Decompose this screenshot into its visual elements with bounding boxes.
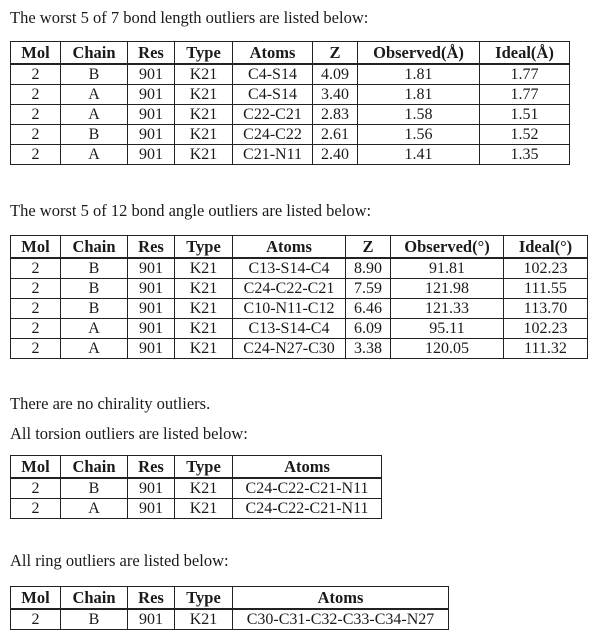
- cell-mol: 2: [11, 478, 61, 499]
- bond-angle-table: [10, 235, 588, 359]
- bond-length-intro: The worst 5 of 7 bond length outliers are listed below:: [10, 8, 369, 27]
- col-type: Type: [175, 42, 233, 65]
- cell-chain: B: [61, 478, 128, 499]
- cell-type: K21: [175, 478, 233, 499]
- col-type: Type: [175, 456, 233, 479]
- cell-atoms: C4-S14: [233, 64, 313, 85]
- table-row: [11, 339, 588, 359]
- cell-atoms: C22-C21: [233, 105, 313, 125]
- ring-intro: All ring outliers are listed below:: [10, 551, 229, 570]
- cell-mol: 2: [11, 609, 61, 630]
- cell-chain: B: [61, 258, 128, 279]
- cell-res: 901: [128, 145, 175, 165]
- col-ideal: Ideal(°): [504, 236, 588, 259]
- cell-ideal: 102.23: [504, 319, 588, 339]
- cell-chain: A: [61, 105, 128, 125]
- table-row: [11, 319, 588, 339]
- cell-res: 901: [128, 478, 175, 499]
- cell-observed: 121.33: [391, 299, 504, 319]
- cell-type: K21: [175, 499, 233, 519]
- cell-chain: A: [61, 85, 128, 105]
- col-res: Res: [128, 236, 175, 259]
- chirality-statement: There are no chirality outliers.: [10, 394, 211, 413]
- cell-type: K21: [175, 258, 233, 279]
- cell-ideal: 1.51: [480, 105, 570, 125]
- col-type: Type: [175, 587, 233, 610]
- cell-chain: B: [61, 279, 128, 299]
- cell-ideal: 1.35: [480, 145, 570, 165]
- cell-atoms: C24-C22-C21-N11: [233, 478, 382, 499]
- cell-type: K21: [175, 85, 233, 105]
- col-atoms: Atoms: [233, 236, 346, 259]
- table-row: [11, 478, 382, 499]
- cell-res: 901: [128, 85, 175, 105]
- col-mol: Mol: [11, 236, 61, 259]
- cell-type: K21: [175, 319, 233, 339]
- cell-observed: 1.41: [358, 145, 480, 165]
- col-z: Z: [346, 236, 391, 259]
- cell-chain: A: [61, 319, 128, 339]
- cell-res: 901: [128, 609, 175, 630]
- table-header-row: [11, 236, 588, 259]
- cell-z: 6.09: [346, 319, 391, 339]
- ring-table: [10, 586, 449, 630]
- cell-res: 901: [128, 125, 175, 145]
- cell-z: 7.59: [346, 279, 391, 299]
- cell-observed: 120.05: [391, 339, 504, 359]
- col-atoms: Atoms: [233, 587, 449, 610]
- cell-atoms: C21-N11: [233, 145, 313, 165]
- table-header-row: [11, 456, 382, 479]
- col-atoms: Atoms: [233, 42, 313, 65]
- col-observed: Observed(Å): [358, 42, 480, 65]
- cell-ideal: 111.32: [504, 339, 588, 359]
- col-mol: Mol: [11, 587, 61, 610]
- cell-res: 901: [128, 258, 175, 279]
- table-row: [11, 85, 570, 105]
- col-z: Z: [313, 42, 358, 65]
- cell-mol: 2: [11, 279, 61, 299]
- table-header-row: [11, 42, 570, 65]
- cell-z: 4.09: [313, 64, 358, 85]
- cell-z: 8.90: [346, 258, 391, 279]
- cell-observed: 1.81: [358, 85, 480, 105]
- table-row: [11, 609, 449, 630]
- cell-atoms: C13-S14-C4: [233, 258, 346, 279]
- cell-observed: 1.56: [358, 125, 480, 145]
- cell-atoms: C24-C22-C21-N11: [233, 499, 382, 519]
- cell-observed: 1.58: [358, 105, 480, 125]
- col-chain: Chain: [61, 236, 128, 259]
- cell-atoms: C24-N27-C30: [233, 339, 346, 359]
- col-ideal: Ideal(Å): [480, 42, 570, 65]
- col-chain: Chain: [61, 42, 128, 65]
- cell-chain: B: [61, 64, 128, 85]
- cell-res: 901: [128, 279, 175, 299]
- cell-type: K21: [175, 609, 233, 630]
- cell-mol: 2: [11, 499, 61, 519]
- cell-atoms: C24-C22-C21: [233, 279, 346, 299]
- table-header-row: [11, 587, 449, 610]
- cell-ideal: 1.52: [480, 125, 570, 145]
- cell-mol: 2: [11, 125, 61, 145]
- col-chain: Chain: [61, 587, 128, 610]
- table-row: [11, 105, 570, 125]
- cell-observed: 91.81: [391, 258, 504, 279]
- cell-type: K21: [175, 105, 233, 125]
- cell-chain: B: [61, 299, 128, 319]
- cell-atoms: C13-S14-C4: [233, 319, 346, 339]
- cell-type: K21: [175, 64, 233, 85]
- col-chain: Chain: [61, 456, 128, 479]
- cell-atoms: C10-N11-C12: [233, 299, 346, 319]
- cell-ideal: 1.77: [480, 64, 570, 85]
- cell-atoms: C30-C31-C32-C33-C34-N27: [233, 609, 449, 630]
- cell-type: K21: [175, 339, 233, 359]
- col-res: Res: [128, 456, 175, 479]
- cell-type: K21: [175, 279, 233, 299]
- bond-angle-intro: The worst 5 of 12 bond angle outliers are listed below:: [10, 201, 372, 220]
- torsion-intro: All torsion outliers are listed below:: [10, 424, 248, 443]
- cell-chain: A: [61, 339, 128, 359]
- cell-chain: B: [61, 609, 128, 630]
- cell-z: 2.61: [313, 125, 358, 145]
- col-type: Type: [175, 236, 233, 259]
- torsion-table: [10, 455, 382, 519]
- cell-chain: A: [61, 499, 128, 519]
- cell-atoms: C4-S14: [233, 85, 313, 105]
- cell-ideal: 113.70: [504, 299, 588, 319]
- table-row: [11, 279, 588, 299]
- cell-res: 901: [128, 339, 175, 359]
- cell-res: 901: [128, 105, 175, 125]
- cell-res: 901: [128, 319, 175, 339]
- cell-observed: 95.11: [391, 319, 504, 339]
- cell-z: 2.83: [313, 105, 358, 125]
- cell-ideal: 1.77: [480, 85, 570, 105]
- table-row: [11, 145, 570, 165]
- cell-type: K21: [175, 145, 233, 165]
- cell-chain: B: [61, 125, 128, 145]
- cell-z: 2.40: [313, 145, 358, 165]
- cell-mol: 2: [11, 64, 61, 85]
- cell-type: K21: [175, 125, 233, 145]
- cell-observed: 121.98: [391, 279, 504, 299]
- col-observed: Observed(°): [391, 236, 504, 259]
- cell-z: 3.38: [346, 339, 391, 359]
- cell-mol: 2: [11, 319, 61, 339]
- col-mol: Mol: [11, 42, 61, 65]
- cell-res: 901: [128, 64, 175, 85]
- cell-mol: 2: [11, 145, 61, 165]
- cell-mol: 2: [11, 105, 61, 125]
- col-atoms: Atoms: [233, 456, 382, 479]
- table-row: [11, 499, 382, 519]
- cell-ideal: 111.55: [504, 279, 588, 299]
- bond-length-table: [10, 41, 570, 165]
- cell-type: K21: [175, 299, 233, 319]
- cell-mol: 2: [11, 299, 61, 319]
- table-row: [11, 258, 588, 279]
- col-res: Res: [128, 587, 175, 610]
- cell-atoms: C24-C22: [233, 125, 313, 145]
- cell-mol: 2: [11, 258, 61, 279]
- cell-mol: 2: [11, 339, 61, 359]
- table-row: [11, 125, 570, 145]
- table-row: [11, 64, 570, 85]
- cell-res: 901: [128, 299, 175, 319]
- cell-ideal: 102.23: [504, 258, 588, 279]
- col-res: Res: [128, 42, 175, 65]
- cell-z: 3.40: [313, 85, 358, 105]
- cell-z: 6.46: [346, 299, 391, 319]
- cell-mol: 2: [11, 85, 61, 105]
- table-row: [11, 299, 588, 319]
- cell-observed: 1.81: [358, 64, 480, 85]
- cell-res: 901: [128, 499, 175, 519]
- col-mol: Mol: [11, 456, 61, 479]
- cell-chain: A: [61, 145, 128, 165]
